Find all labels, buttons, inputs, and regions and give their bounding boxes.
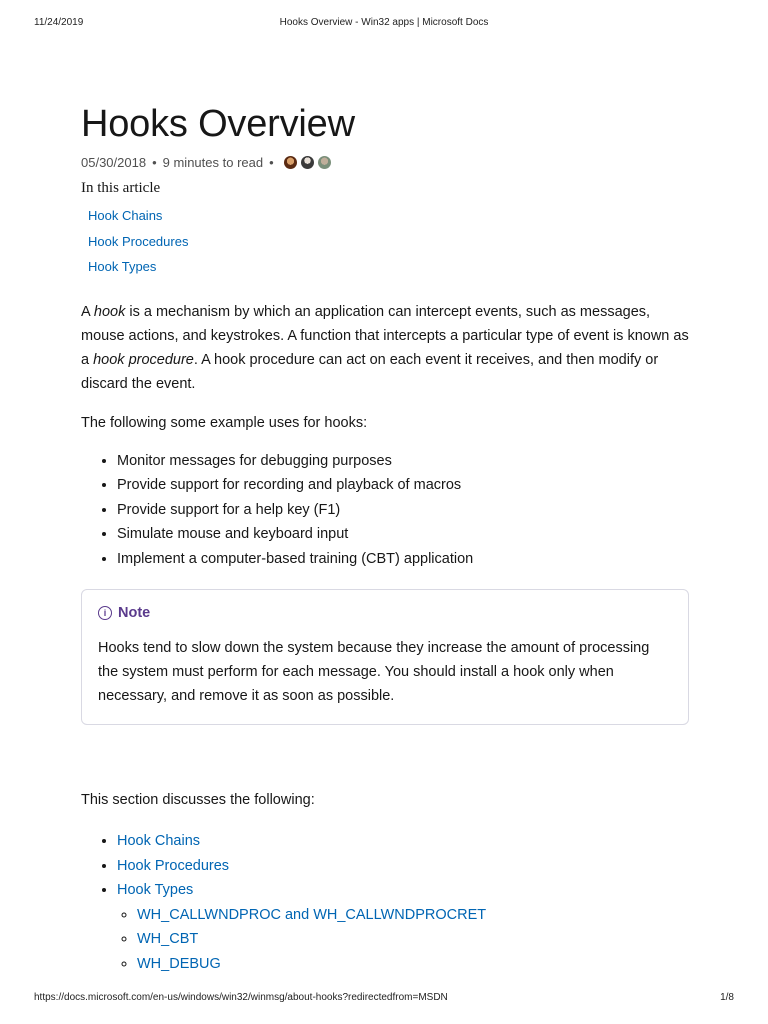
note-title: Note	[118, 605, 151, 621]
print-title: Hooks Overview - Win32 apps | Microsoft Docs	[279, 17, 489, 28]
intro-paragraph	[81, 300, 689, 396]
toc-item	[88, 254, 689, 280]
term-hook: hook	[93, 303, 126, 320]
section-lead: This section discusses the following:	[81, 792, 315, 808]
list-item: • Provide support for a help key (F1)	[117, 498, 689, 523]
hook-types-sublist	[117, 903, 689, 977]
intro-text: . A hook procedure can act on each event it receives, and then modify or discard the event.	[81, 351, 659, 392]
uses-lead: The following some example uses for hooks:	[81, 414, 368, 431]
list-item	[117, 854, 689, 879]
list-item: • Simulate mouse and keyboard input	[117, 522, 689, 547]
print-url: https://docs.microsoft.com/en-us/windows/win32/winmsg/about-hooks?redirectedfrom=MSDN	[34, 992, 448, 1003]
section-links-list	[81, 829, 689, 976]
meta-separator: •	[152, 154, 157, 170]
page-title: Hooks Overview	[81, 103, 355, 145]
contributor-avatar[interactable]	[318, 156, 331, 169]
print-date: 11/24/2019	[34, 17, 84, 28]
list-item: • Monitor messages for debugging purposes	[117, 449, 689, 474]
toc-link-hook-procedures[interactable]: Hook Procedures	[88, 233, 189, 249]
toc-link-hook-chains[interactable]: Hook Chains	[88, 208, 163, 223]
link-wh-cbt[interactable]: WH_CBT	[137, 931, 199, 947]
contributor-avatar[interactable]	[284, 156, 297, 169]
in-this-article-heading: In this article	[81, 180, 161, 196]
article	[81, 100, 689, 976]
page-number: 1/8	[720, 992, 734, 1003]
read-time: 9 minutes to read	[162, 154, 264, 170]
list-item	[137, 903, 689, 928]
list-item: • Provide support for recording and playback of macros	[117, 473, 689, 498]
link-wh-callwndproc[interactable]: WH_CALLWNDPROC and WH_CALLWNDPROCRET	[137, 906, 487, 923]
toc-link-hook-types[interactable]: Hook Types	[88, 259, 157, 274]
toc-item	[88, 229, 689, 255]
print-header	[0, 17, 768, 33]
list-item: • Implement a computer-based training (CBT) application	[117, 547, 689, 572]
list-item	[117, 878, 689, 976]
toc-item	[88, 203, 689, 229]
info-icon: i	[98, 606, 112, 620]
uses-list	[81, 449, 689, 572]
meta-separator: •	[269, 154, 274, 170]
print-footer	[0, 992, 768, 1008]
link-wh-debug[interactable]: WH_DEBUG	[137, 955, 221, 972]
contributor-avatar[interactable]	[301, 156, 314, 169]
link-hook-chains[interactable]: Hook Chains	[117, 833, 201, 849]
intro-text: A	[81, 303, 94, 320]
note-heading	[98, 605, 672, 621]
article-date: 05/30/2018	[81, 154, 147, 170]
term-hook-procedure: hook procedure	[93, 351, 194, 368]
article-meta	[81, 152, 689, 172]
link-hook-procedures[interactable]: Hook Procedures	[117, 857, 230, 874]
note-callout	[81, 589, 689, 725]
list-item	[117, 829, 689, 854]
list-item	[137, 952, 689, 977]
note-text: Hooks tend to slow down the system because they increase the amount of processing the system must perform for each message. You should install a hook only when necessary, and remove it as soon as possible.	[98, 640, 650, 704]
list-item	[137, 927, 689, 952]
toc-list	[88, 203, 689, 280]
intro-text: is a mechanism by which an application can intercept events, such as messages, mouse actions, and keystrokes. A function that intercepts a particular type of event is known as a	[81, 303, 689, 368]
link-hook-types[interactable]: Hook Types	[117, 882, 194, 898]
